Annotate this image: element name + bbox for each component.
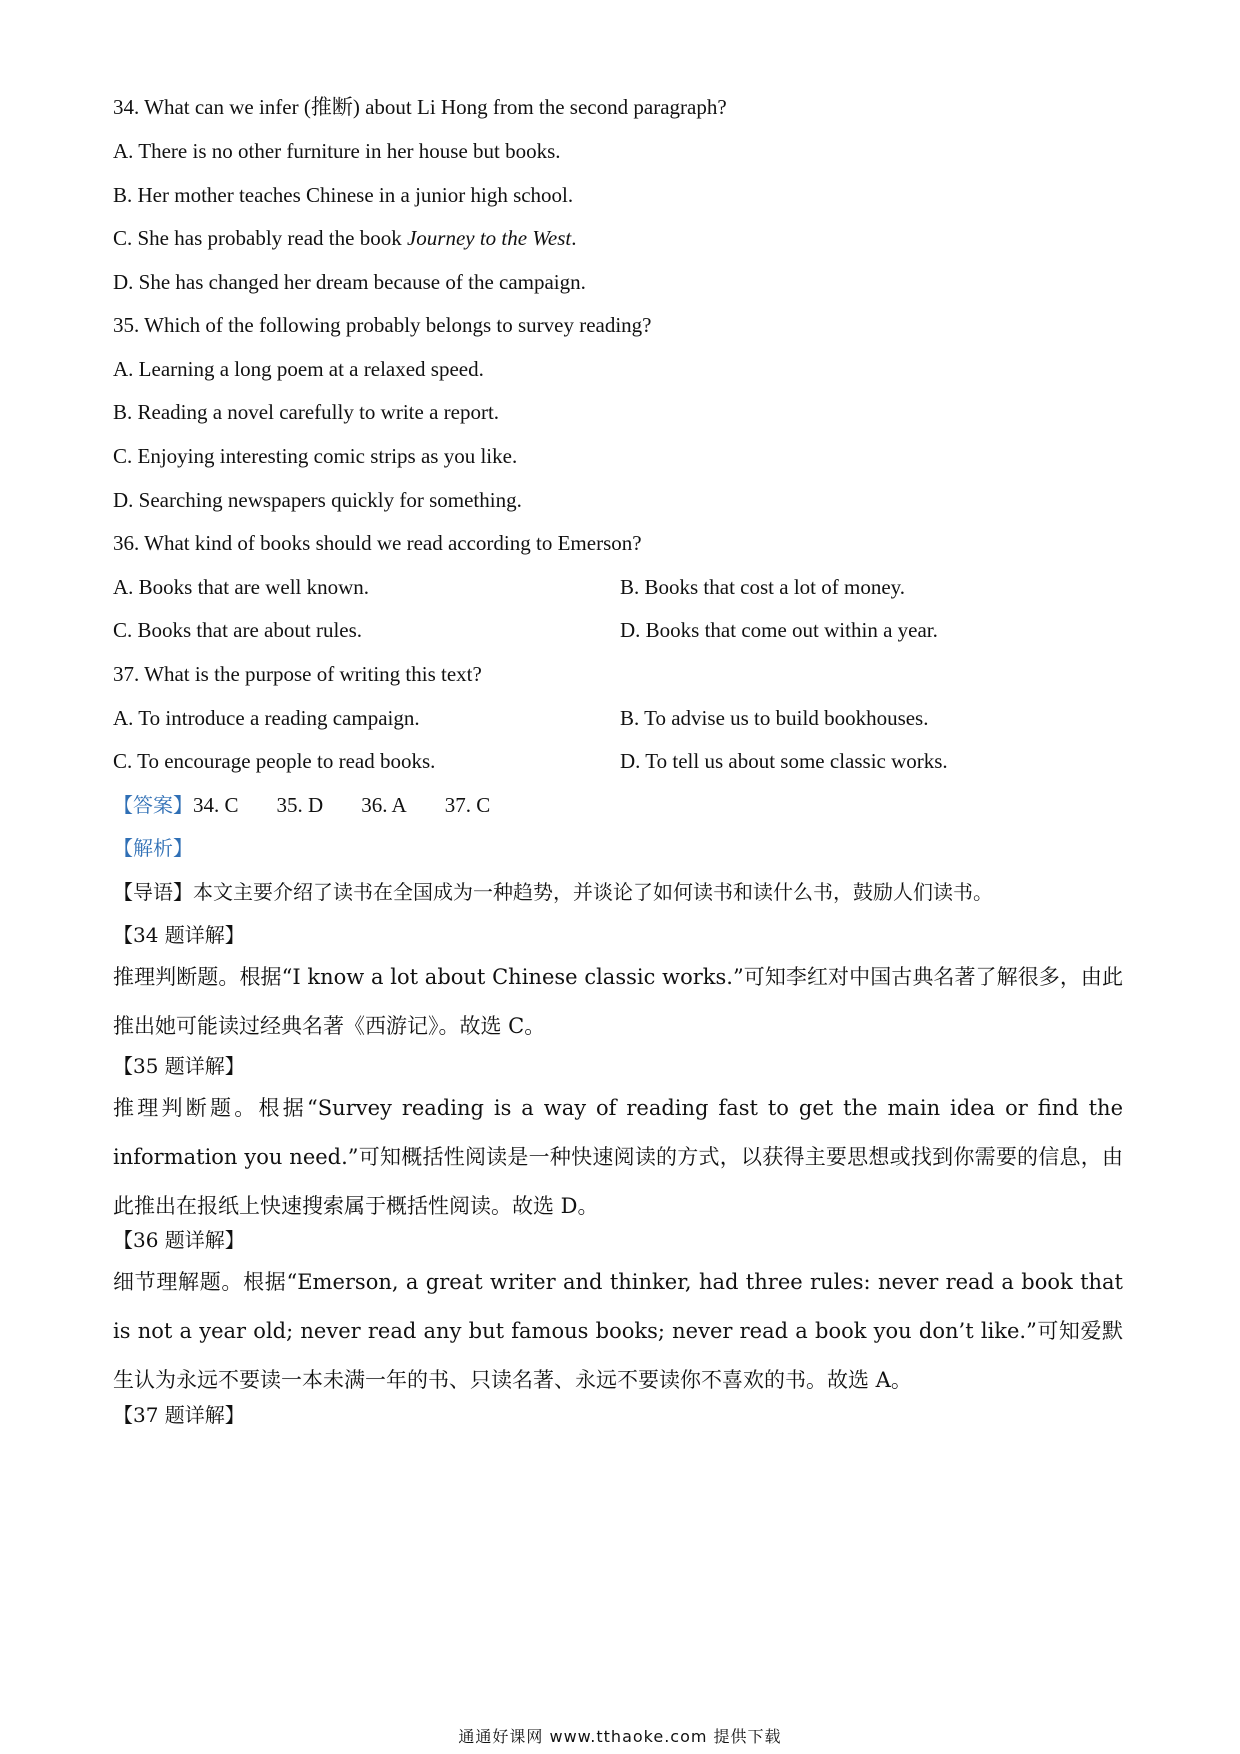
q35-question: 35. Which of the following probably belongs to survey reading? [113, 313, 652, 337]
q34-option-a: A. There is no other furniture in her house but books. [113, 139, 561, 163]
answer-item-35: 35. D [276, 793, 324, 817]
q37-option-d: D. To tell us about some classic works. [620, 749, 948, 773]
guide-text: 【导语】本文主要介绍了读书在全国成为一种趋势，并谈论了如何读书和读什么书，鼓励人们读书。 [113, 880, 993, 904]
q34-option-c-title: Journey to the West [406, 226, 572, 250]
detail-35-heading: 【35 题详解】 [113, 1054, 245, 1078]
detail-37-heading: 【37 题详解】 [113, 1403, 245, 1427]
q36-option-a: A. Books that are well known. [113, 575, 370, 599]
answer-item-36: 36. A [361, 793, 407, 817]
q36-question: 36. What kind of books should we read according to Emerson? [113, 531, 642, 555]
analysis-label: 【解析】 [113, 836, 193, 860]
detail-36-heading: 【36 题详解】 [113, 1228, 245, 1252]
answer-line [113, 790, 528, 820]
answer-label: 【答案】 [113, 793, 193, 817]
detail-35-text: 推理判断题。根据“Survey reading is a way of reading fast to get the main idea or find the information you need.”可知概括性阅读是一种快速阅读的方式，以获得主要思想或找到你需要的信息，由此推出在报纸上快速搜索属于概括性阅读。故选 D。 [113, 1096, 1123, 1218]
q35-option-b: B. Reading a novel carefully to write a report. [113, 400, 500, 424]
detail-34-heading: 【34 题详解】 [113, 923, 245, 947]
q34-question: 34. What can we infer (推断) about Li Hong from the second paragraph? [113, 95, 727, 119]
q37-question: 37. What is the purpose of writing this text? [113, 662, 482, 686]
q34-option-b: B. Her mother teaches Chinese in a junior high school. [113, 183, 574, 207]
q34-option-c-prefix: C. She has probably read the book [113, 226, 407, 250]
q35-option-d: D. Searching newspapers quickly for something. [113, 488, 522, 512]
q36-option-d: D. Books that come out within a year. [620, 618, 938, 642]
answer-item-34: 34. C [193, 793, 239, 817]
q34-option-c [113, 223, 576, 253]
page-footer: 通通好课网 www.tthaoke.com 提供下载 [458, 1727, 782, 1746]
q36-option-c: C. Books that are about rules. [113, 618, 363, 642]
q37-option-b: B. To advise us to build bookhouses. [620, 706, 929, 730]
q37-option-a: A. To introduce a reading campaign. [113, 706, 420, 730]
q36-option-b: B. Books that cost a lot of money. [620, 575, 906, 599]
q35-option-a: A. Learning a long poem at a relaxed speed. [113, 357, 484, 381]
q35-option-c: C. Enjoying interesting comic strips as you like. [113, 444, 518, 468]
answer-item-37: 37. C [444, 793, 491, 817]
detail-36-text: 细节理解题。根据“Emerson, a great writer and thinker, had three rules: never read a book that is not a year old; never read any but famous books; never read a book you don’t like.”可知爱默生认为永远不要读一本未满一年的书、只读名著、永远不要读你不喜欢的书。故选 A。 [113, 1270, 1123, 1392]
q37-option-c: C. To encourage people to read books. [113, 749, 436, 773]
q34-option-d: D. She has changed her dream because of the campaign. [113, 270, 586, 294]
q34-option-c-suffix: . [571, 226, 577, 250]
detail-34-text: 推理判断题。根据“I know a lot about Chinese classic works.”可知李红对中国古典名著了解很多，由此推出她可能读过经典名著《西游记》。故选 C。 [113, 965, 1123, 1038]
